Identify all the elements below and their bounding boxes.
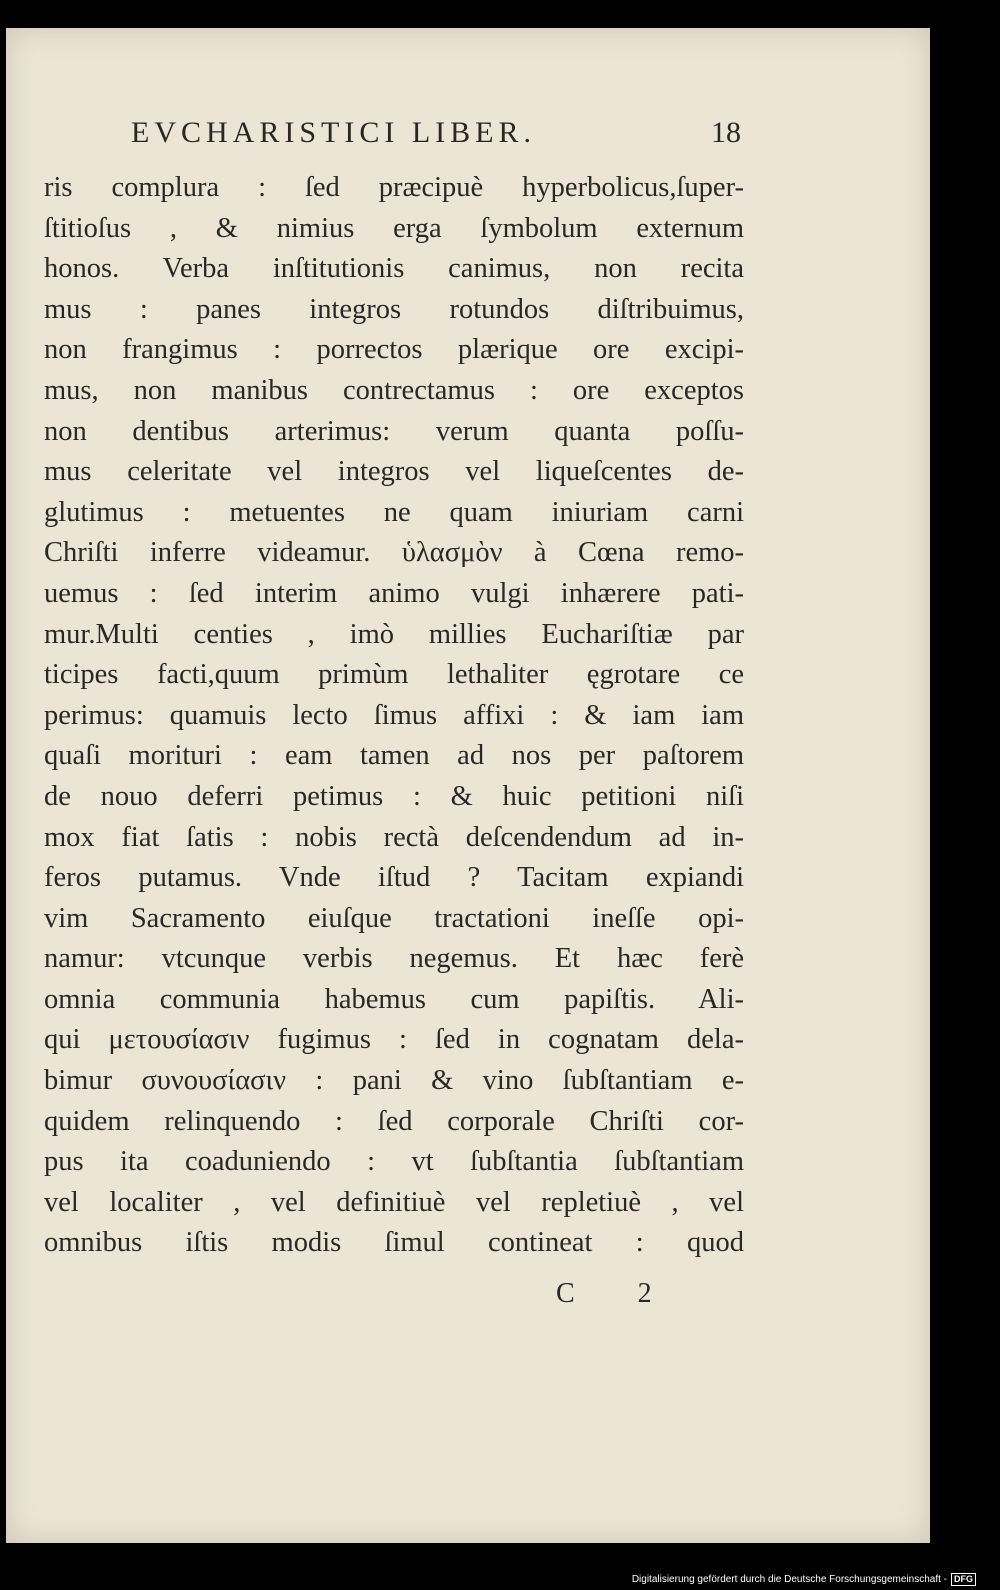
text-line: namur: vtcunque verbis negemus. Et hæc ferè (44, 943, 744, 975)
text-line: Chriſti inferre videamur. ὑλασμὸν à Cœna remo- (44, 537, 744, 569)
text-line: glutimus : metuentes ne quam iniuriam carni (44, 496, 744, 528)
running-head (131, 116, 741, 150)
text-line: feros putamus. Vnde iſtud ? Tacitam expiandi (44, 862, 744, 894)
text-line: omnia communia habemus cum papiſtis. Ali- (44, 983, 744, 1015)
text-line: bimur συνουσίασιν : pani & vino ſubſtantiam e- (44, 1065, 744, 1097)
text-line: honos. Verba inſtitutionis canimus, non recita (44, 253, 744, 285)
text-line: uemus : ſed interim animo vulgi inhærere pati- (44, 577, 744, 609)
text-line: non dentibus arterimus: verum quanta poſſu- (44, 415, 744, 447)
text-line: mus : panes integros rotundos diſtribuimus, (44, 293, 744, 325)
text-line: qui μετουσίασιν fugimus : ſed in cognatam dela- (44, 1024, 744, 1056)
page-number: 18 (711, 116, 741, 149)
running-head-title: EVCHARISTICI LIBER. (131, 116, 536, 149)
text-line: omnibus iſtis modis ſimul contineat : quod (44, 1227, 744, 1259)
text-line: vel localiter , vel definitiuè vel repletiuè , vel (44, 1186, 744, 1218)
text-line: perimus: quamuis lecto ſimus affixi : & iam iam (44, 699, 744, 731)
body-text (44, 168, 744, 1264)
text-line: non frangimus : porrectos plærique ore excipi- (44, 334, 744, 366)
funding-credit-text: Digitalisierung gefördert durch die Deutsche Forschungsgemeinschaft - (631, 1574, 947, 1585)
text-line: mox fiat ſatis : nobis rectà deſcendendum ad in- (44, 821, 744, 853)
text-line: ticipes facti,quum primùm lethaliter ęgrotare ce (44, 659, 744, 691)
text-line: pus ita coaduniendo : vt ſubſtantia ſubſtantiam (44, 1146, 744, 1178)
text-line: mus, non manibus contrectamus : ore exceptos (44, 374, 744, 406)
text-line: ſtitioſus , & nimius erga ſymbolum externum (44, 212, 744, 244)
text-line: mus celeritate vel integros vel liqueſcentes de- (44, 456, 744, 488)
signature-mark: C 2 (556, 1278, 680, 1309)
text-line: quidem relinquendo : ſed corporale Chriſti cor- (44, 1105, 744, 1137)
text-line: mur.Multi centies , imò millies Euchariſtiæ par (44, 618, 744, 650)
book-page (6, 28, 930, 1543)
text-line: vim Sacramento eiuſque tractationi ineſſe opi- (44, 902, 744, 934)
text-line: de nouo deferri petimus : & huic petitioni niſi (44, 780, 744, 812)
text-line: ris complura : ſed præcipuè hyperbolicus,ſuper- (44, 172, 744, 203)
funding-credit (632, 1573, 976, 1586)
dfg-logo-icon: DFG (951, 1573, 976, 1586)
text-line: quaſi morituri : eam tamen ad nos per paſtorem (44, 740, 744, 772)
